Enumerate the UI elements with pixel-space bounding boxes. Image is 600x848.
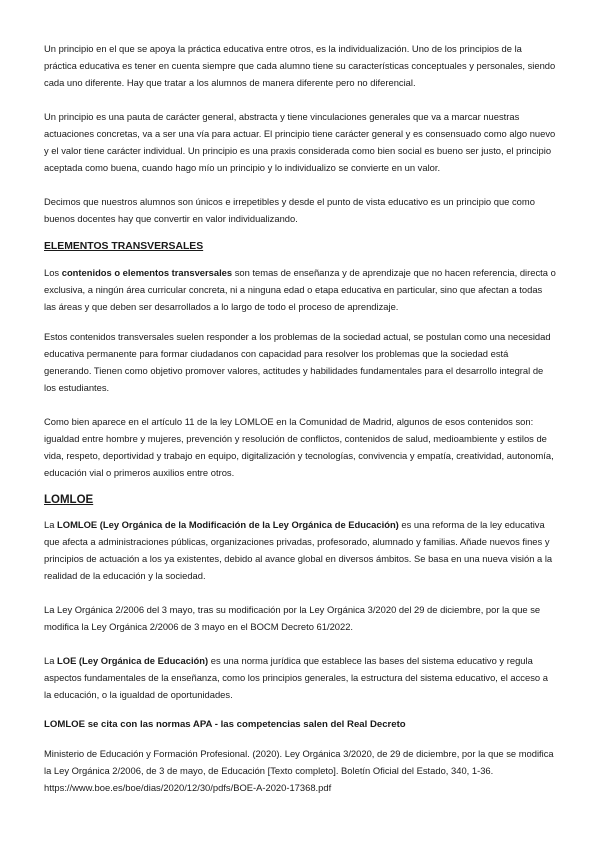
apa-subheading: LOMLOE se cita con las normas APA - las competencias salen del Real Decreto bbox=[44, 719, 406, 730]
loe-p-prefix: La bbox=[44, 655, 58, 666]
transversales-p1-rest: son temas de enseñanza y de aprendizaje que no hacen referencia, directa o exclusiva, a ningún área curricular concreta, ni a ninguna edad o etapa educativa en particular, sino que afectan a todas las áreas y que deben ser desarrollados a lo largo de todo el proceso de aprendizaje. bbox=[44, 267, 556, 312]
apa-citation: Ministerio de Educación y Formación Profesional. (2020). Ley Orgánica 3/2020, de 29 de diciembre, por la que se modifica la Ley Orgánica 2/2006, de 3 de mayo, de Educación [Texto completo]. Boletín Oficial del Estado, 340, 1-36. https://www.boe.es/boe/dias/2020/12/30/pdfs/BOE-A-2020-17368.pdf bbox=[44, 748, 554, 793]
transversales-heading: ELEMENTOS TRANSVERSALES bbox=[44, 241, 204, 252]
transversales-term: contenidos o elementos transversales bbox=[61, 267, 233, 278]
lomloe-paragraph-2: La Ley Orgánica 2/2006 del 3 mayo, tras su modificación por la Ley Orgánica 3/2020 del 29 de diciembre, por la que se modifica la Ley Orgánica 2/2006 de 3 mayo en el BOCM Decreto 61/2022. bbox=[44, 604, 541, 632]
transversales-paragraph-2: Estos contenidos transversales suelen responder a los problemas de la sociedad actual, se postulan como una necesidad educativa permanente para formar ciudadanos con capacidad para resolver los problemas que la sociedad está generando. Tienen como objetivo promover valores, actitudes y habilidades fundamentales para el desarrollo integral de los estudiantes. bbox=[44, 331, 551, 393]
transversales-p1-prefix: Los bbox=[44, 267, 62, 278]
transversales-paragraph-1 bbox=[44, 264, 556, 315]
intro-paragraph-3: Decimos que nuestros alumnos son únicos e irrepetibles y desde el punto de vista educativo es un principio que como buenos docentes hay que convertir en valor individualizando. bbox=[44, 196, 535, 224]
lomloe-term: LOMLOE (Ley Orgánica de la Modificación de la Ley Orgánica de Educación) bbox=[57, 519, 399, 530]
lomloe-p1-rest: es una reforma de la ley educativa que afecta a administraciones públicas, organizaciones privadas, profesorado, alumnado y familias. Añade nuevos fines y principios de actuación a los ya existentes, debido al avance global en diversos ámbitos. Se basa en una nueva visión a la realidad de la educación y la sociedad. bbox=[44, 519, 553, 581]
lomloe-heading: LOMLOE bbox=[44, 494, 94, 506]
loe-p-rest: es una norma jurídica que establece las bases del sistema educativo y regula aspectos fundamentales de la enseñanza, como los principios generales, la estructura del sistema educativo, el acceso a la educación, o la igualdad de oportunidades. bbox=[44, 655, 548, 700]
loe-paragraph bbox=[44, 652, 556, 703]
transversales-paragraph-3: Como bien aparece en el artículo 11 de la ley LOMLOE en la Comunidad de Madrid, algunos de esos contenidos son: igualdad entre hombre y mujeres, prevención y resolución de conflictos, contenidos de salud, medioambiente y estilos de vida, respeto, deportividad y trabajo en equipo, digitalización y tecnologías, convivencia y empatía, creatividad, autonomía, educación vial o primeros auxilios entre otros. bbox=[44, 416, 554, 478]
lomloe-paragraph-1 bbox=[44, 516, 556, 584]
intro-paragraph-2: Un principio es una pauta de carácter general, abstracta y tiene vinculaciones generales que va a marcar nuestras actuaciones concretas, va a ser una vía para actuar. El principio tiene carácter general y es consensuado como algo nuevo y el valor tiene carácter individual. Un principio es una praxis considerada como bien social es bueno ser justo, el principio aceptada como buena, cuando hago mío un principio y lo individualizo se convierte en un valor. bbox=[44, 111, 556, 173]
intro-paragraph-1: Un principio en el que se apoya la práctica educativa entre otros, es la individualización. Uno de los principios de la práctica educativa es tener en cuenta siempre que cada alumno tiene su características conceptuales y personales, siendo cada uno diferente. Hay que tratar a los alumnos de manera diferente pero no diferencial. bbox=[44, 43, 556, 88]
lomloe-p1-prefix: La bbox=[44, 519, 58, 530]
loe-term: LOE (Ley Orgánica de Educación) bbox=[57, 655, 209, 666]
